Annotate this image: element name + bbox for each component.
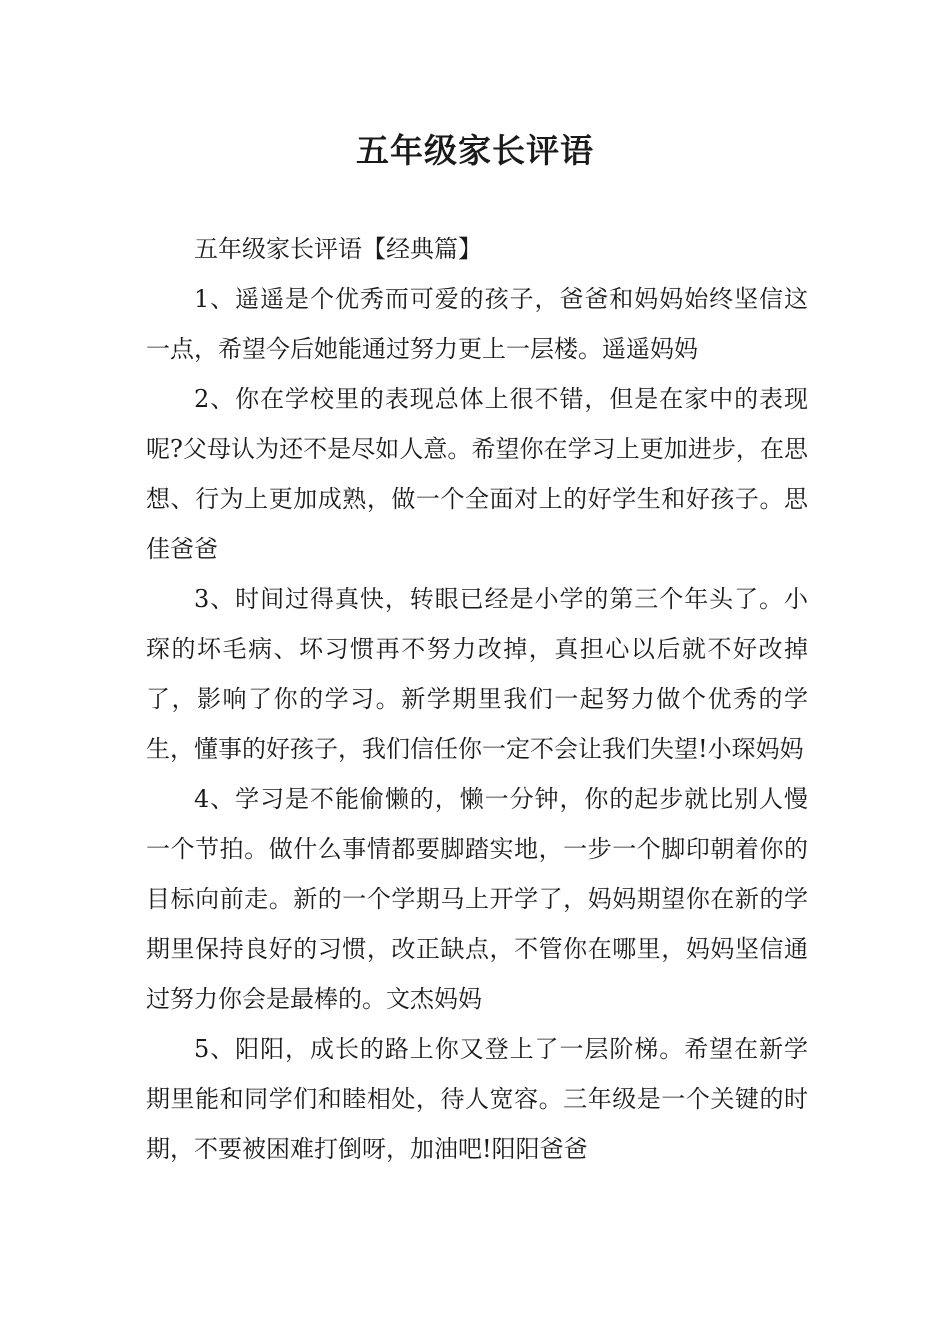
comment-paragraph-5: 5、阳阳，成长的路上你又登上了一层阶梯。希望在新学期里能和同学们和睦相处，待人宽容。三年级是一个关键的时期，不要被困难打倒呀，加油吧!阳阳爸爸	[146, 1035, 808, 1163]
comment-paragraph-3: 3、时间过得真快，转眼已经是小学的第三个年头了。小琛的坏毛病、坏习惯再不努力改掉，真担心以后就不好改掉了，影响了你的学习。新学期里我们一起努力做个优秀的学生，懂事的好孩子，我们信任你一定不会让我们失望!小琛妈妈	[146, 585, 808, 763]
comment-paragraph-1: 1、遥遥是个优秀而可爱的孩子，爸爸和妈妈始终坚信这一点，希望今后她能通过努力更上一层楼。遥遥妈妈	[146, 285, 808, 363]
section-heading: 五年级家长评语【经典篇】	[194, 235, 482, 263]
document-body	[146, 224, 808, 1174]
comment-paragraph-4: 4、学习是不能偷懒的，懒一分钟，你的起步就比别人慢一个节拍。做什么事情都要脚踏实地，一步一个脚印朝着你的目标向前走。新的一个学期马上开学了，妈妈期望你在新的学期里保持良好的习惯，改正缺点，不管你在哪里，妈妈坚信通过努力你会是最棒的。文杰妈妈	[146, 785, 808, 1013]
comment-paragraph-2: 2、你在学校里的表现总体上很不错，但是在家中的表现呢?父母认为还不是尽如人意。希望你在学习上更加进步，在思想、行为上更加成熟，做一个全面对上的好学生和好孩子。思佳爸爸	[146, 385, 808, 563]
document-title: 五年级家长评语	[356, 131, 594, 170]
